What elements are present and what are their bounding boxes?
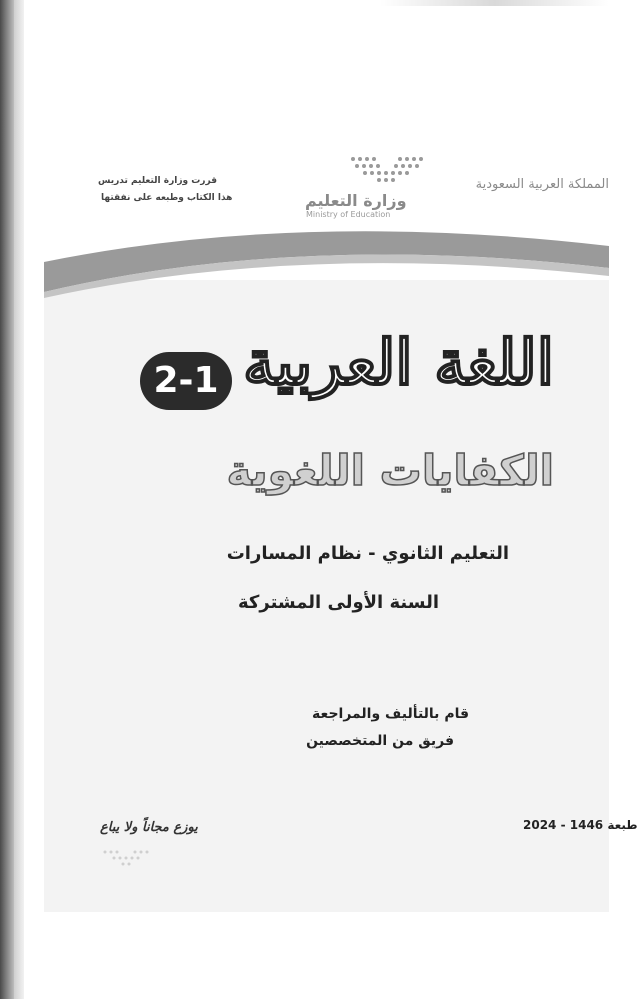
ministry-name-ar: وزارة التعليم xyxy=(305,191,407,210)
year-level: السنة الأولى المشتركة xyxy=(237,592,439,613)
edition-label: طبعة 1446 - 2024 xyxy=(523,818,638,832)
grade-badge-label: 2-1 xyxy=(153,360,219,401)
kingdom-label: المملكة العربية السعودية xyxy=(475,177,609,192)
ministry-name-en: Ministry of Education xyxy=(306,210,391,219)
ministry-small-logo-icon xyxy=(100,848,160,868)
decree-line-2: هذا الكتاب وطبعه على نفقتها xyxy=(101,193,233,203)
curved-band xyxy=(0,0,609,300)
free-distribution-label: يوزع مجاناً ولا يباع xyxy=(100,820,198,835)
ministry-logo-icon xyxy=(345,153,435,193)
book-title: اللغة العربية xyxy=(243,326,554,399)
decree-line-1: قررت وزارة التعليم تدريس xyxy=(98,176,217,186)
authors-line-1: قام بالتأليف والمراجعة xyxy=(312,706,469,722)
authors-line-2: فريق من المتخصصين xyxy=(306,733,454,749)
education-stage: التعليم الثانوي - نظام المسارات xyxy=(226,543,509,564)
book-subtitle: الكفايات اللغوية xyxy=(226,446,554,495)
